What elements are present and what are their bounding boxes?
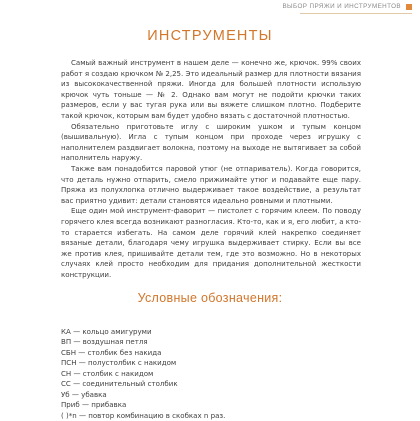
body-text: [61, 58, 361, 280]
list-item: ( )*n — повтор комбинацию в скобках n раз.: [61, 410, 226, 420]
running-header-text: ВЫБОР ПРЯЖИ И ИНСТРУМЕНТОВ: [282, 3, 401, 10]
page-title: ИНСТРУМЕНТЫ: [147, 28, 273, 44]
running-header: [282, 0, 420, 13]
legend-title: Условные обозначения:: [137, 291, 283, 305]
list-item: ПСН — полустолбик с накидом: [61, 358, 177, 368]
paragraph-needle: Обязательно приготовьте иглу с широким ушком и тупым концом (вышивальную). Игла с тупым концом при проходе через игрушку с наполнителем раздвигает волокна, поэтому на выходе не вытягивает за собой наполнитель наружу.: [61, 121, 361, 163]
list-item: Уб — убавка: [61, 389, 107, 399]
list-item: КА — кольцо амигуруми: [61, 327, 152, 336]
list-item: Приб — прибавка: [61, 400, 127, 410]
list-item: СБН — столбик без накида: [61, 347, 162, 357]
list-item: ВП — воздушная петля: [61, 337, 148, 347]
paragraph-iron: Также вам понадобится паровой утюг (не отпариватель). Когда говорится, что деталь нужно отпарить, смело прижимайте утюг и подавайте еще пару. Пряжа из полухлопка отлично выдерживает такое воздействие, а результат вас приятно удивит: детали становятся идеально ровными и плотными.: [61, 163, 361, 205]
paragraph-hook: Самый важный инструмент в нашем деле — конечно же, крючок. 99% своих работ я создаю крючком № 2,25. Это идеальный размер для плотности вязания из высококачественной пряжи. Иногда для большей плотности использую крючок чуть тоньше — № 2. Однако вам могут не подойти крючки таких размеров, если у вас тугая рука или вы вяжете слишком плотно. Подберите такой крючок, которым вам будет удобно вязать с достаточной плотностью.: [61, 58, 361, 120]
list-item: СН — столбик с накидом: [61, 368, 154, 378]
header-square-icon: [406, 4, 412, 10]
paragraph-glue-gun: Еще один мой инструмент-фаворит — пистолет с горячим клеем. По поводу горячего клея всегда возникают разногласия. Кто-то, как и я, его любит, а кто-то старается избегать. На самом деле горячий клей накрепко соединяет вязаные детали, благодаря чему игрушка выдерживает стирку. Если вы все же против клея, пришивайте детали тем, где это возможно. Но в некоторых случаях клей просто необходим для придания дополнительной жесткости конструкции.: [61, 206, 361, 279]
header-divider: [300, 13, 412, 14]
list-item: СС — соединительный столбик: [61, 379, 178, 389]
abbreviation-list: [61, 327, 361, 421]
